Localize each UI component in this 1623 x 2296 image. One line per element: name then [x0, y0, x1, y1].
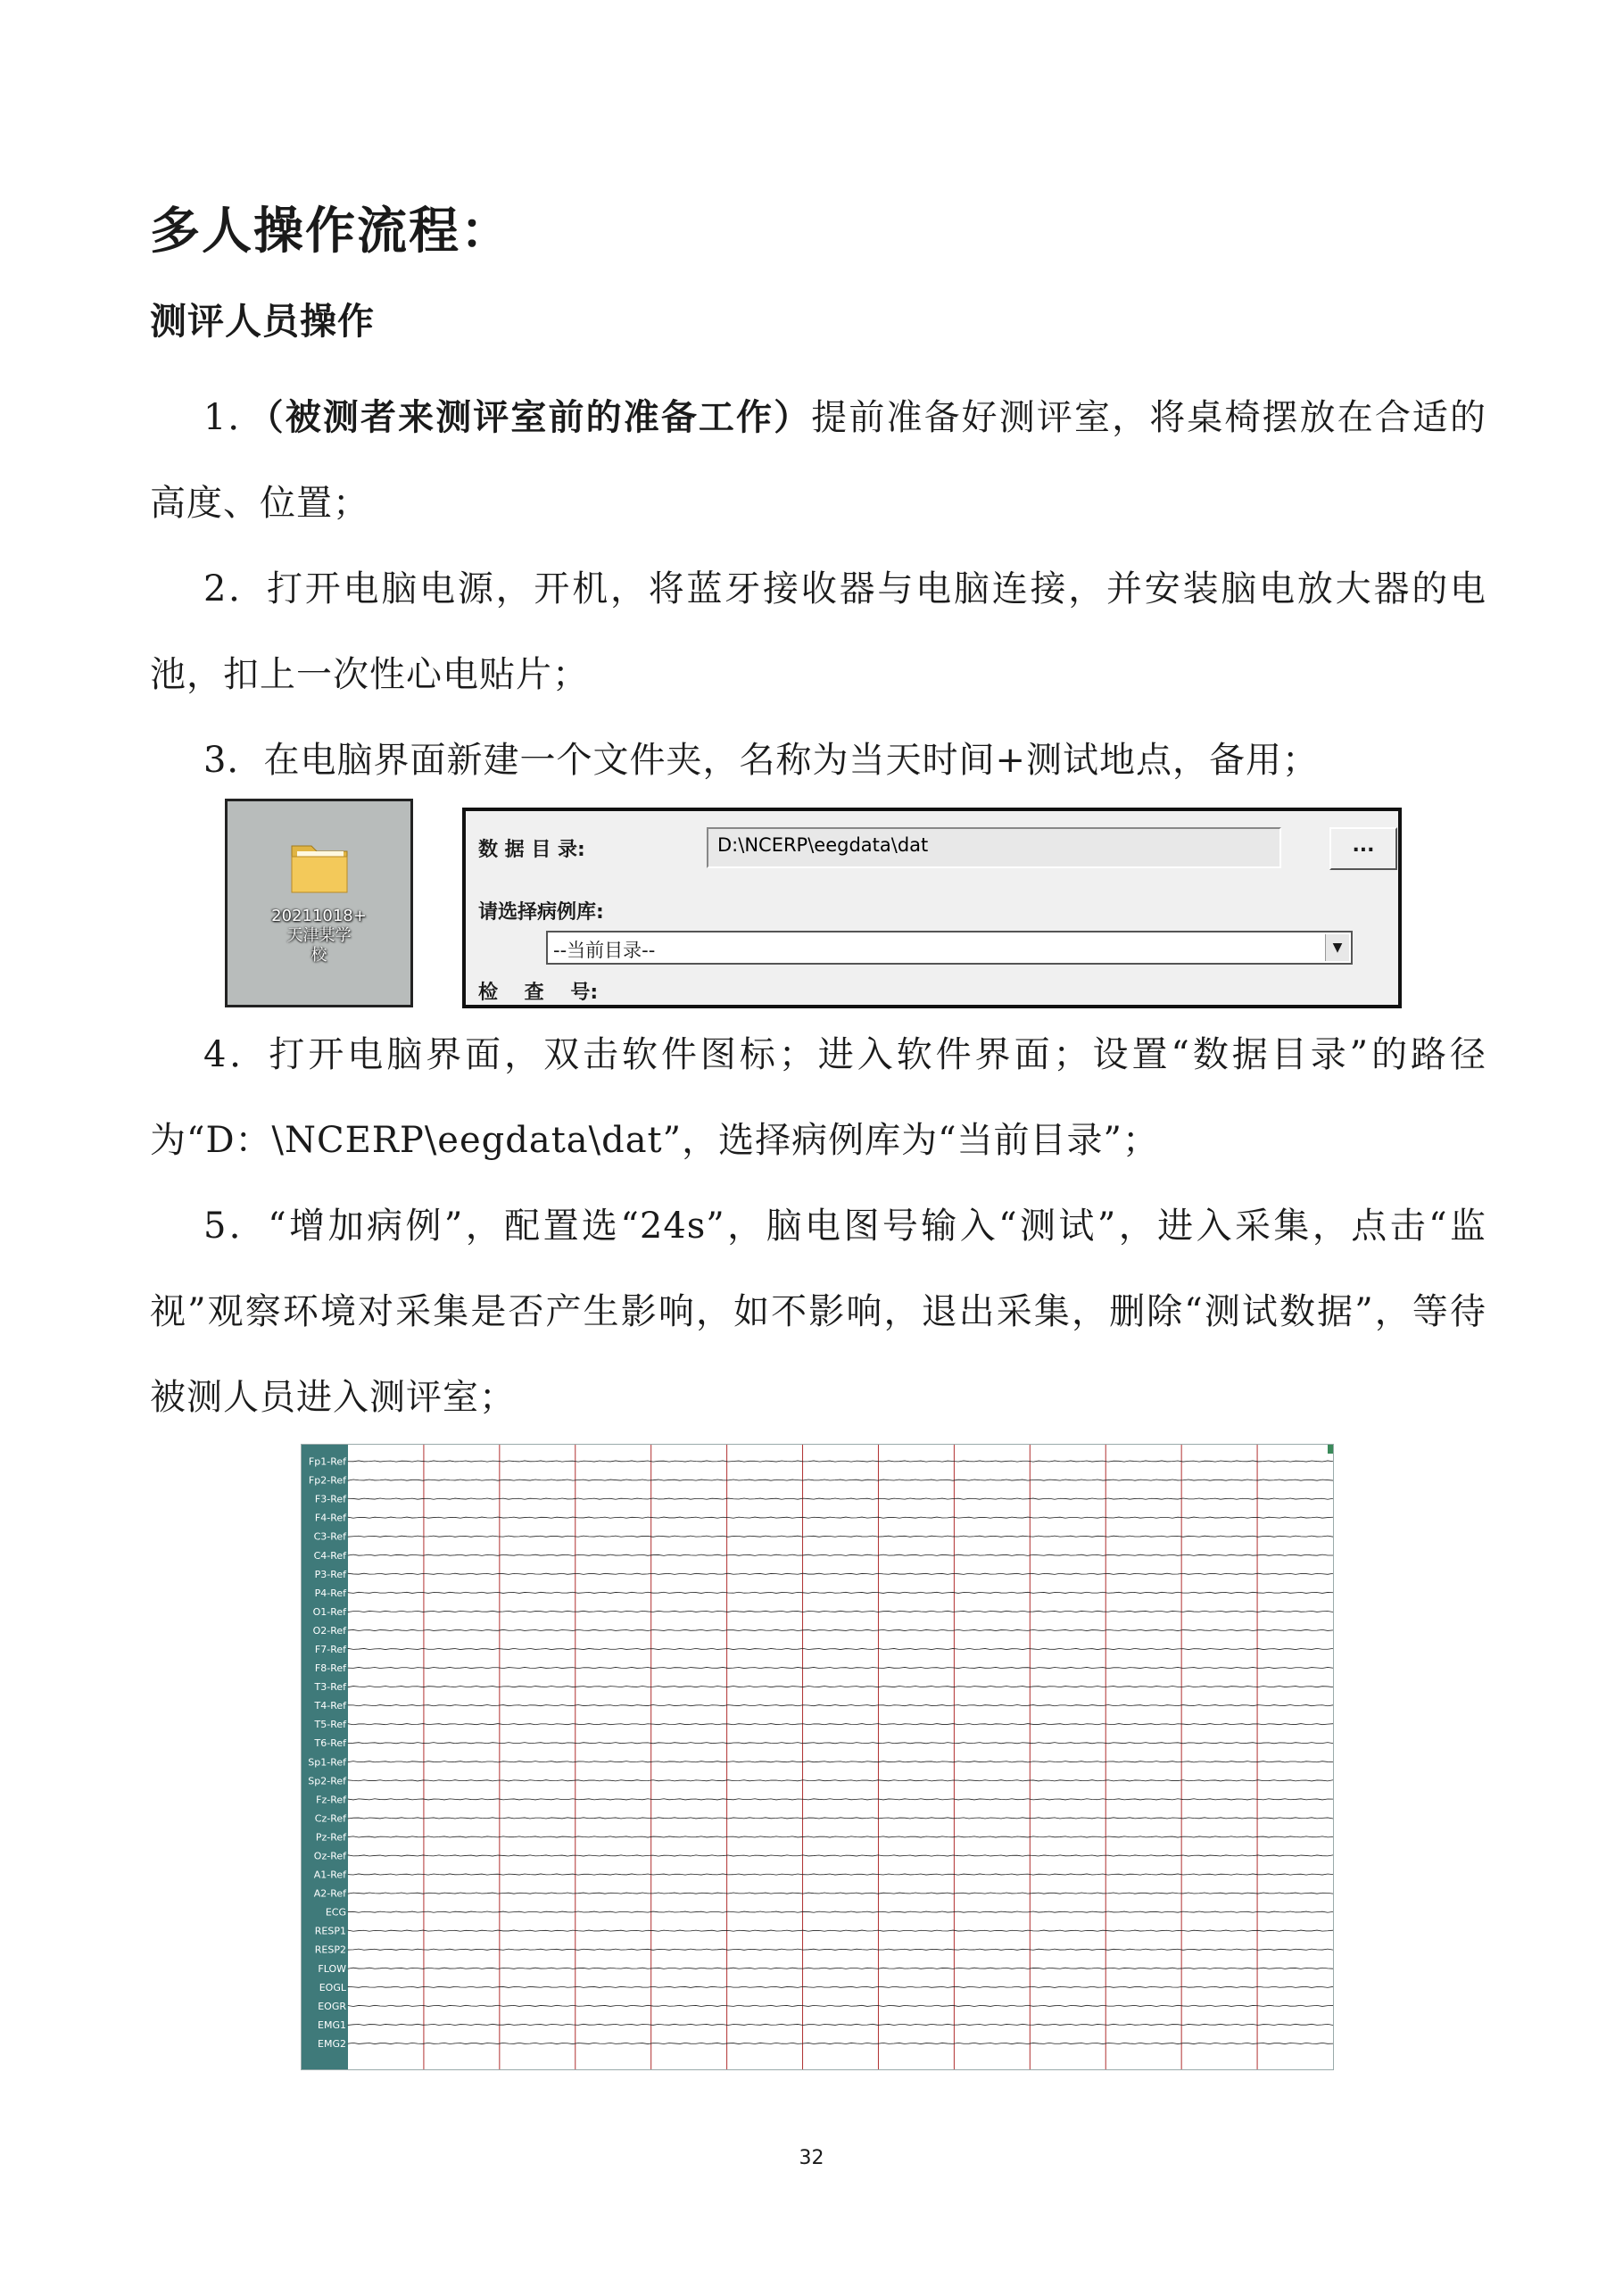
- step-1-text: 提前准备好测评室，将桌椅摆放在合适的高度、位置；: [150, 397, 1487, 524]
- dropdown-arrow-icon[interactable]: ▼: [1325, 934, 1349, 961]
- channel-trace: [348, 1836, 1333, 1837]
- channel-trace: [348, 1761, 1333, 1762]
- channel-trace: [348, 1968, 1333, 1969]
- case-db-value: --当前目录--: [553, 940, 656, 961]
- channel-label: Fz-Ref: [316, 1794, 346, 1806]
- channel-label: C3-Ref: [313, 1530, 346, 1543]
- channel-trace: [348, 1930, 1333, 1931]
- channel-trace: [348, 1629, 1333, 1630]
- status-marker: [1328, 1445, 1333, 1454]
- channel-label: P3-Ref: [314, 1568, 346, 1580]
- channel-trace: [348, 1724, 1333, 1725]
- step-3: 3．在电脑界面新建一个文件夹，名称为当天时间+测试地点，备用；: [203, 740, 1319, 781]
- channel-trace: [348, 1874, 1333, 1875]
- channel-trace: [348, 1855, 1333, 1856]
- channel-trace: [348, 1705, 1333, 1706]
- section-subtitle: 测评人员操作: [150, 300, 375, 343]
- channel-trace: [348, 1686, 1333, 1687]
- channel-label: RESP1: [314, 1925, 346, 1937]
- channel-label: T3-Ref: [314, 1681, 346, 1694]
- channel-label: T6-Ref: [314, 1737, 346, 1750]
- channel-label: P4-Ref: [314, 1587, 346, 1599]
- channel-label: O1-Ref: [312, 1605, 346, 1618]
- channel-trace: [348, 1461, 1333, 1462]
- channel-label: EOGL: [319, 1981, 346, 1993]
- channel-label: F3-Ref: [314, 1493, 346, 1505]
- channel-trace: [348, 1573, 1333, 1574]
- channel-trace: [348, 1818, 1333, 1819]
- data-directory-dialog: [462, 808, 1402, 1008]
- folder-name: [231, 907, 407, 966]
- browse-button[interactable]: ...: [1329, 827, 1397, 870]
- channel-trace: [348, 1986, 1333, 1987]
- channel-trace: [348, 1554, 1333, 1555]
- channel-label: T5-Ref: [314, 1719, 346, 1731]
- channel-label: C4-Ref: [313, 1549, 346, 1562]
- channel-label: Fp1-Ref: [308, 1455, 346, 1468]
- eeg-waveform-svg: [302, 1445, 1333, 2069]
- channel-label: Sp2-Ref: [308, 1775, 346, 1787]
- channel-trace: [348, 2005, 1333, 2006]
- folder-name-line1: 20211018+: [271, 907, 367, 925]
- channel-trace: [348, 1517, 1333, 1518]
- case-db-select[interactable]: [546, 931, 1353, 965]
- folder-name-line2: 天津某学: [286, 926, 352, 945]
- channel-label: A1-Ref: [313, 1869, 346, 1881]
- folder-icon: [288, 837, 352, 898]
- case-db-label: 请选择病例库:: [478, 901, 604, 924]
- channel-label: Fp2-Ref: [308, 1474, 346, 1487]
- channel-label: F7-Ref: [314, 1643, 346, 1655]
- channel-label: Sp1-Ref: [308, 1756, 346, 1769]
- channel-label: RESP2: [314, 1944, 346, 1956]
- channel-trace: [348, 2024, 1333, 2025]
- page-title: 多人操作流程：: [150, 203, 512, 261]
- channel-trace: [348, 1911, 1333, 1912]
- step-1-bold: （被测者来测评室前的准备工作）: [265, 396, 812, 438]
- channel-label: ECG: [325, 1906, 346, 1919]
- channel-trace: [348, 1592, 1333, 1593]
- channel-trace: [348, 1780, 1333, 1781]
- channel-label: A2-Ref: [313, 1887, 346, 1900]
- step-2: 2．打开电脑电源，开机，将蓝牙接收器与电脑连接，并安装脑电放大器的电池，扣上一次性心电贴片；: [150, 568, 1486, 695]
- data-dir-label: 数 据 目 录:: [478, 839, 585, 861]
- channel-label: Pz-Ref: [315, 1831, 346, 1844]
- channel-trace: [348, 1611, 1333, 1612]
- eeg-monitor-chart: [301, 1444, 1334, 2070]
- step-1: [150, 375, 1486, 546]
- channel-trace: [348, 1667, 1333, 1668]
- folder-name-line3: 校: [311, 946, 327, 965]
- channel-label: EMG2: [318, 2037, 346, 2050]
- channel-trace: [348, 1949, 1333, 1950]
- channel-trace: [348, 1498, 1333, 1499]
- channel-trace: [348, 1648, 1333, 1649]
- page-number: 32: [799, 2147, 824, 2169]
- channel-label: EMG1: [318, 2018, 346, 2031]
- channel-trace: [348, 1799, 1333, 1800]
- data-dir-field[interactable]: D:\NCERP\eegdata\dat: [707, 827, 1281, 868]
- channel-label: Oz-Ref: [313, 1850, 346, 1862]
- desktop-folder[interactable]: [225, 799, 413, 1007]
- channel-label: FLOW: [318, 1962, 346, 1975]
- step-5: 5．“增加病例”，配置选“24s”，脑电图号输入“测试”，进入采集，点击“监视”观察环境对采集是否产生影响，如不影响，退出采集，删除“测试数据”，等待被测人员进入测评室；: [150, 1206, 1486, 1418]
- check-no-label: 检 查 号:: [478, 982, 599, 1004]
- channel-trace: [348, 1536, 1333, 1537]
- channel-label: T4-Ref: [314, 1700, 346, 1712]
- step-4: 4．打开电脑界面，双击软件图标；进入软件界面；设置“数据目录”的路径为“D：\NCERP\eegdata\dat”，选择病例库为“当前目录”；: [150, 1034, 1486, 1161]
- channel-label: Cz-Ref: [314, 1812, 346, 1825]
- step-1-number: 1．: [203, 397, 266, 438]
- channel-trace: [348, 1743, 1333, 1744]
- channel-label: O2-Ref: [312, 1624, 346, 1637]
- channel-trace: [348, 1893, 1333, 1894]
- channel-label: F4-Ref: [314, 1512, 346, 1524]
- channel-label: EOGR: [318, 2000, 346, 2012]
- channel-label: F8-Ref: [314, 1662, 346, 1675]
